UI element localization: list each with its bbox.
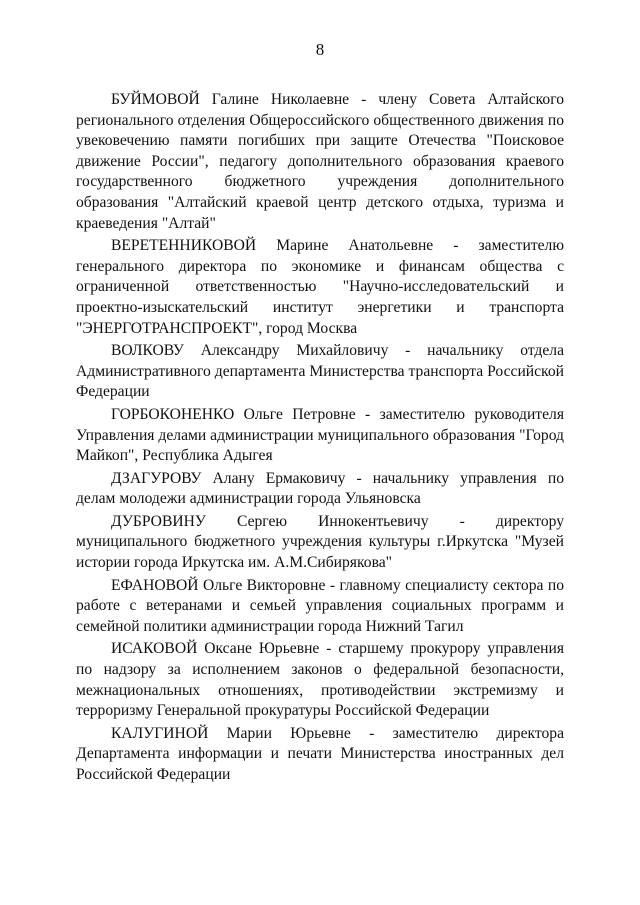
list-item: ДЗАГУРОВУ Алану Ермаковичу - начальнику управления по делам молодежи администрации города Ульяновска xyxy=(76,469,564,508)
list-item: ВОЛКОВУ Александру Михайловичу - начальнику отдела Административного департамента Министерства транспорта Российской Федерации xyxy=(76,342,564,401)
award-list xyxy=(76,90,564,788)
list-item: БУЙМОВОЙ Галине Николаевне - члену Совета Алтайского регионального отделения Общероссийского общественного движения по увековечению памяти погибших при защите Отечества "Поисковое движение России", педагогу дополнительного образования краевого государственного бюджетного учреждения дополнительного образования "Алтайский краевой центр детского отдыха, туризма и краеведения "Алтай" xyxy=(76,91,564,232)
list-item: ЕФАНОВОЙ Ольге Викторовне - главному специалисту сектора по работе с ветеранами и семьей управления социальных программ и семейной политики администрации города Нижний Тагил xyxy=(76,576,564,635)
list-item: ГОРБОКОНЕНКО Ольге Петровне - заместителю руководителя Управления делами администрации муниципального образования "Город Майкоп", Республика Адыгея xyxy=(76,405,564,465)
list-item: ВЕРЕТЕННИКОВОЙ Марине Анатольевне - заместителю генерального директора по экономике и финансам общества с ограниченной ответственностью "Научно-исследовательский и проектно-изыскательский институт энергетики и транспорта "ЭНЕРГОТРАНСПРОЕКТ", город Москва xyxy=(76,237,564,337)
list-item: ИСАКОВОЙ Оксане Юрьевне - старшему прокурору управления по надзору за исполнением законов о федеральной безопасности, межнациональных отношениях, противодействии экстремизму и терроризму Генеральной прокуратуры Российской Федерации xyxy=(76,640,564,720)
list-item: ДУБРОВИНУ Сергею Иннокентьевичу - директору муниципального бюджетного учреждения культуры г.Иркутска "Музей истории города Иркутска им. А.М.Сибирякова" xyxy=(76,512,564,572)
page-number: 8 xyxy=(315,40,325,59)
list-item: КАЛУГИНОЙ Марии Юрьевне - заместителю директора Департамента информации и печати Министерства иностранных дел Российской Федерации xyxy=(76,724,564,783)
